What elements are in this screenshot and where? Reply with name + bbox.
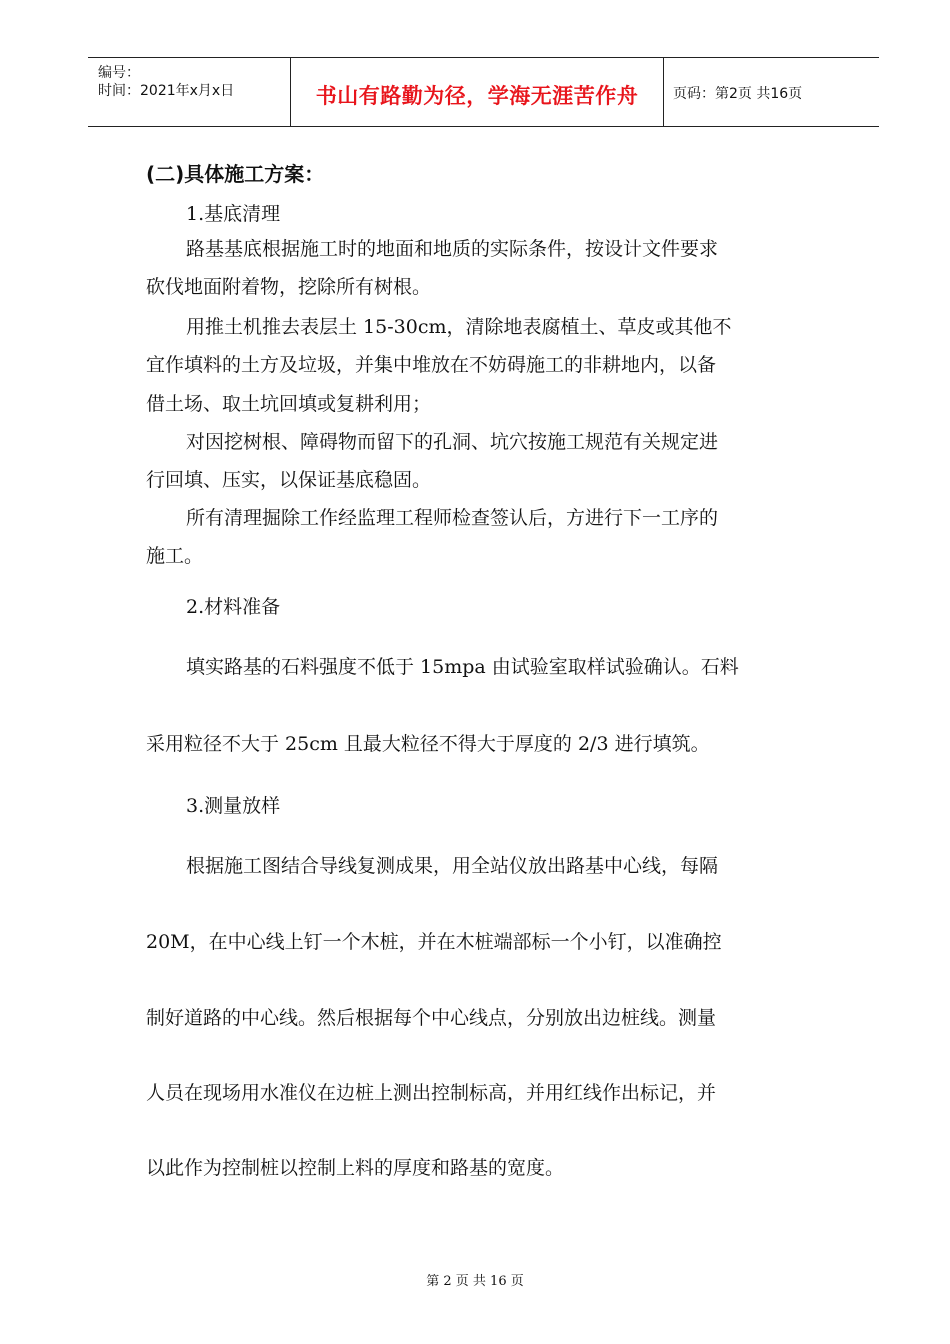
number-label: 编号： <box>98 65 140 81</box>
paragraph-line: 20M，在中心线上钉一个木桩，并在木桩端部标一个小钉，以准确控 <box>146 931 722 953</box>
paragraph-line: 人员在现场用水准仪在边桩上测出控制标高，并用红线作出标记，并 <box>146 1082 717 1104</box>
paragraph-line: 施工。 <box>146 545 204 567</box>
heading-base-clearing: 1.基底清理 <box>186 203 281 225</box>
motto: 书山有路勤为径，学海无涯苦作舟 <box>315 84 639 108</box>
paragraph-line: 砍伐地面附着物，挖除所有树根。 <box>146 276 432 298</box>
header-meta-cell <box>88 58 290 126</box>
paragraph-line: 宜作填料的土方及垃圾，并集中堆放在不妨碍施工的非耕地内，以备 <box>146 354 717 376</box>
header-page-cell <box>663 58 879 126</box>
time-label: 时间：2021年x月x日 <box>98 83 235 99</box>
page-footer: 第 2 页 共 16 页 <box>426 1274 524 1289</box>
paragraph-line: 路基基底根据施工时的地面和地质的实际条件，按设计文件要求 <box>186 238 719 260</box>
paragraph-line: 制好道路的中心线。然后根据每个中心线点，分别放出边桩线。测量 <box>146 1007 717 1029</box>
paragraph-line: 采用粒径不大于 25cm 且最大粒径不得大于厚度的 2/3 进行填筑。 <box>146 733 710 755</box>
paragraph-line: 行回填、压实，以保证基底稳固。 <box>146 469 432 491</box>
page-info: 页码：第2页 共16页 <box>673 86 803 102</box>
paragraph-line: 所有清理掘除工作经监理工程师检查签认后，方进行下一工序的 <box>186 507 719 529</box>
heading-material-prep: 2.材料准备 <box>186 596 281 618</box>
paragraph-line: 用推土机推去表层土 15-30cm，清除地表腐植土、草皮或其他不 <box>186 316 732 338</box>
page-header <box>88 57 879 127</box>
paragraph-line: 借土场、取土坑回填或复耕利用； <box>146 393 432 415</box>
header-motto-cell <box>290 58 664 126</box>
heading-survey-layout: 3.测量放样 <box>186 795 281 817</box>
paragraph-line: 填实路基的石料强度不低于 15mpa 由试验室取样试验确认。石料 <box>186 656 739 678</box>
paragraph-line: 对因挖树根、障碍物而留下的孔洞、坑穴按施工规范有关规定进 <box>186 431 719 453</box>
paragraph-line: 以此作为控制桩以控制上料的厚度和路基的宽度。 <box>146 1157 565 1179</box>
section-title: (二)具体施工方案： <box>146 162 325 186</box>
paragraph-line: 根据施工图结合导线复测成果，用全站仪放出路基中心线，每隔 <box>186 855 719 877</box>
